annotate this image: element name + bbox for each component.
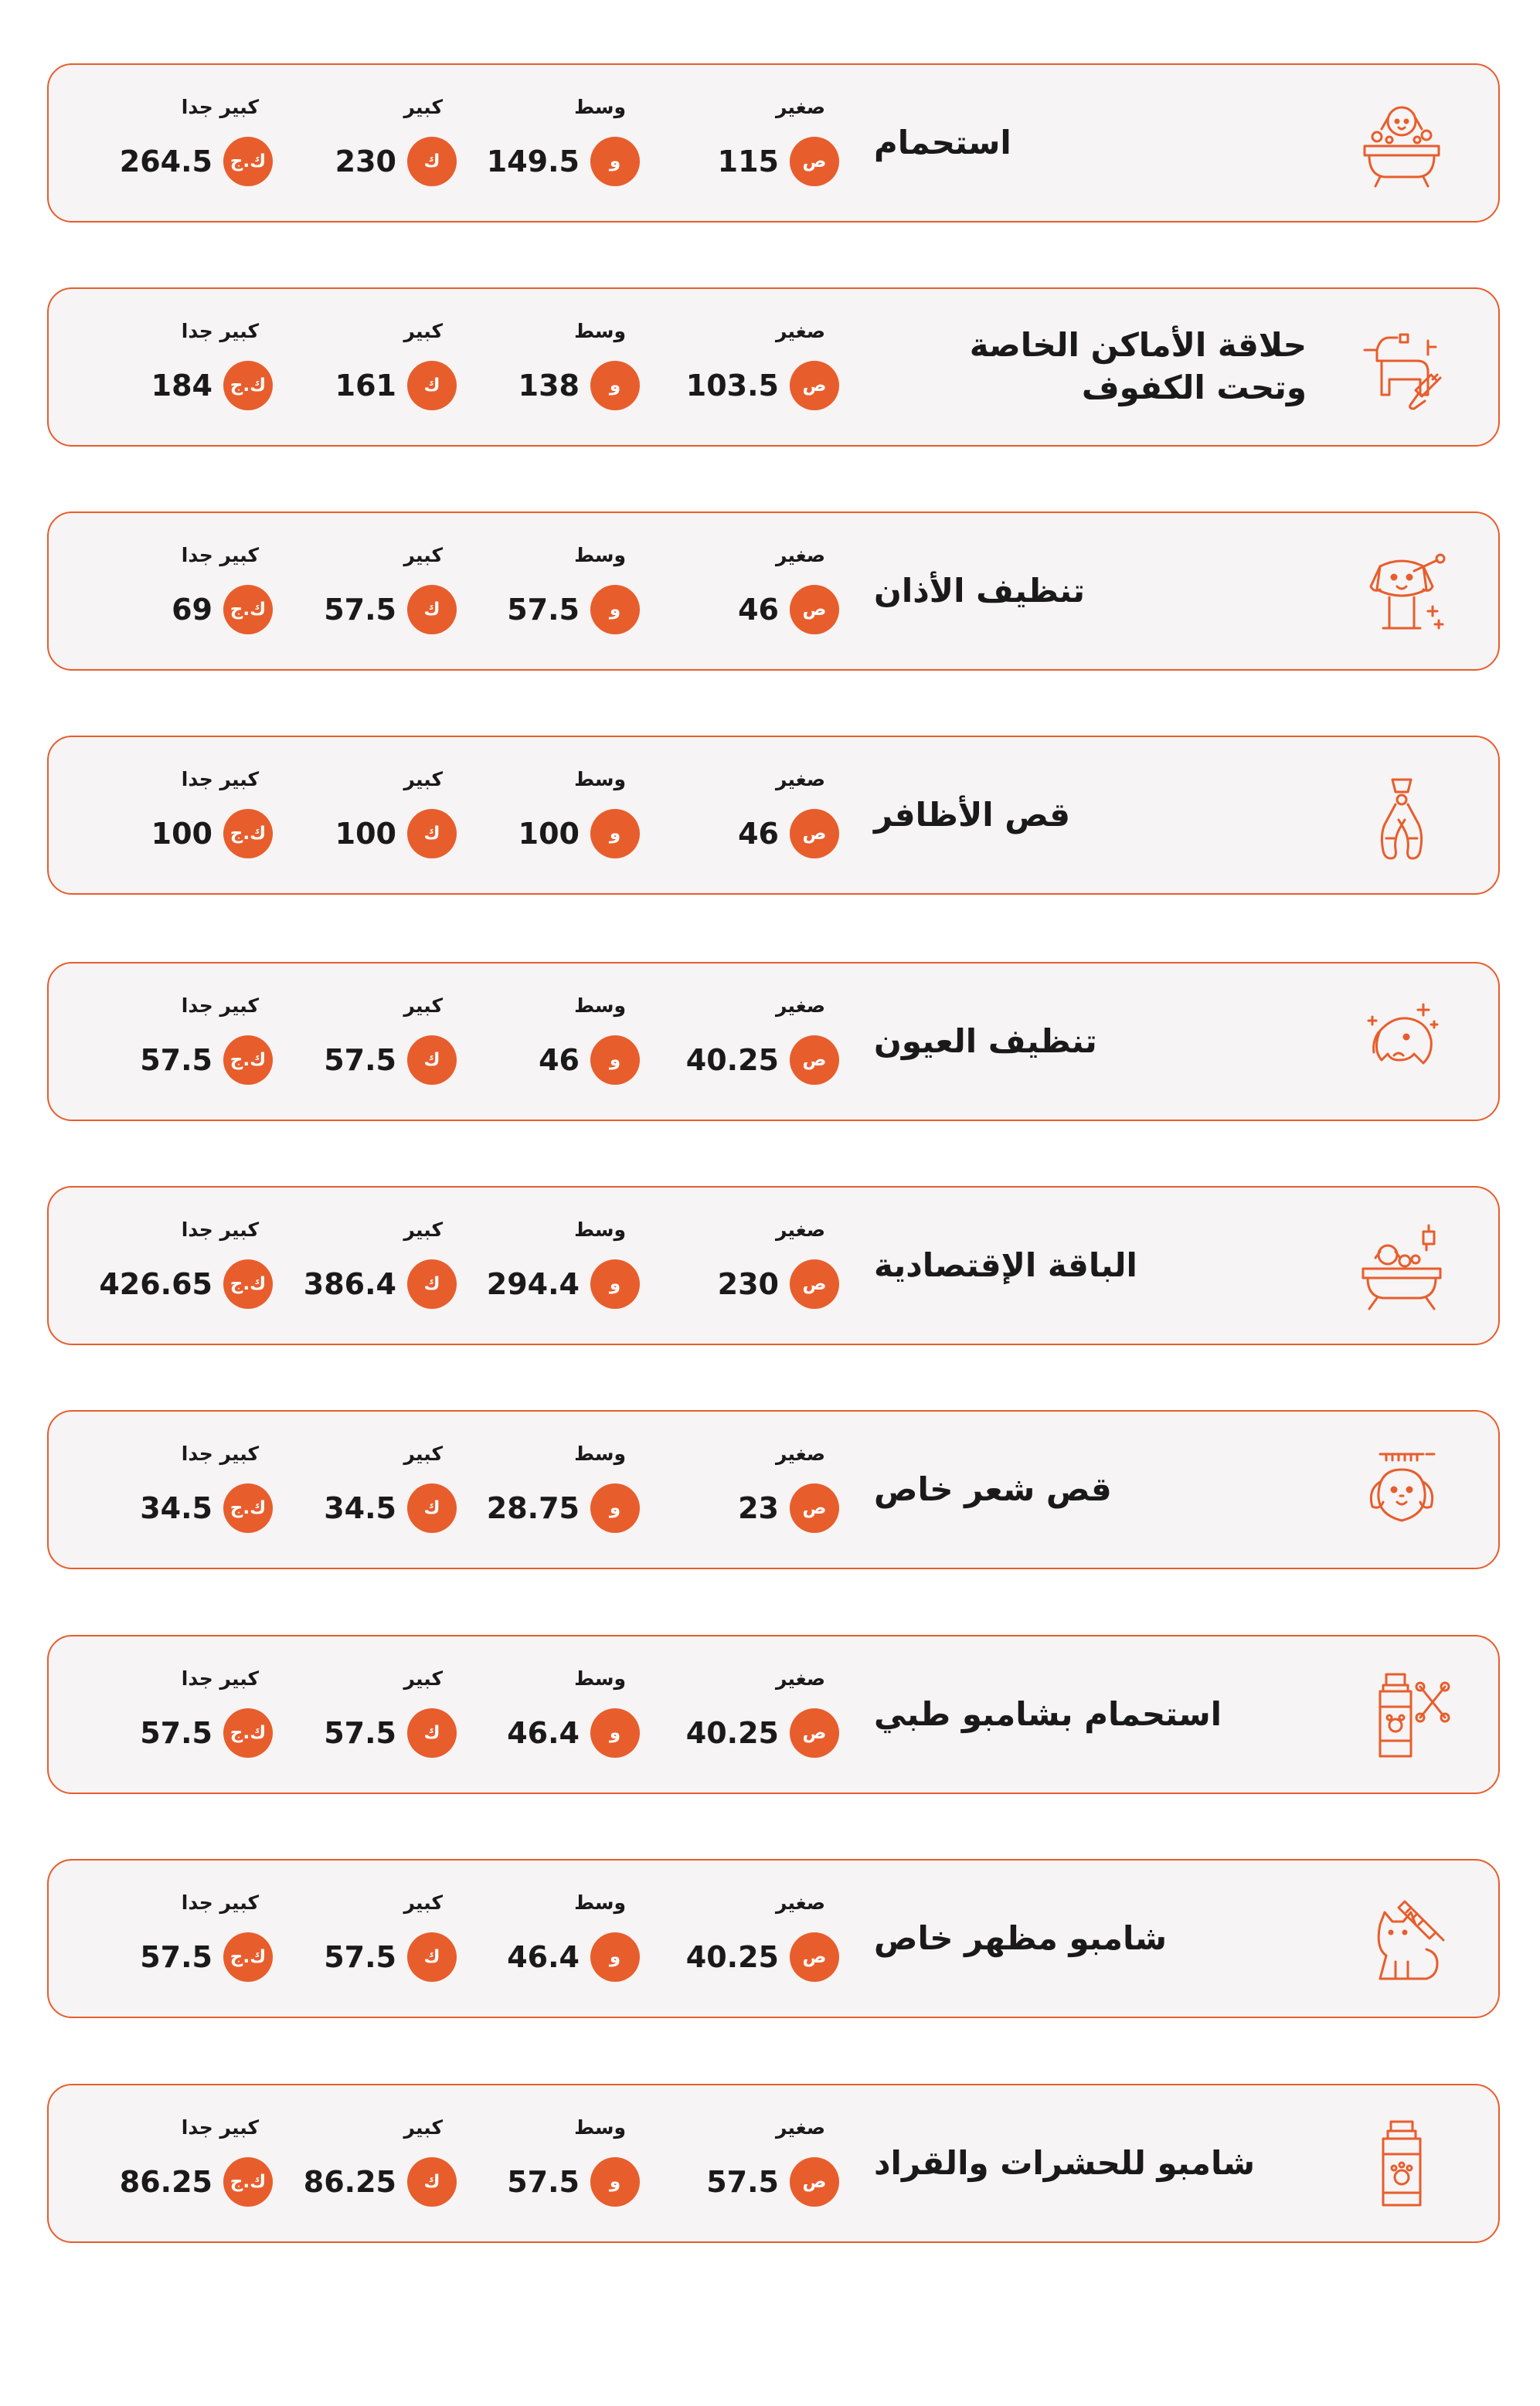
size-price-column bbox=[702, 2085, 825, 2245]
size-price-column bbox=[135, 1861, 267, 2020]
size-badge: ك bbox=[407, 1035, 457, 1085]
size-label: صغير bbox=[775, 1667, 825, 1690]
dog-bath-icon bbox=[1349, 92, 1454, 197]
dog-trimmer-icon bbox=[1349, 316, 1454, 421]
size-price-column bbox=[685, 1636, 827, 1796]
size-label: وسط bbox=[574, 2116, 626, 2139]
size-label: صغير bbox=[775, 2116, 825, 2139]
size-label: صغير bbox=[775, 1891, 825, 1914]
price-value: 100 bbox=[151, 817, 212, 851]
size-price-column bbox=[486, 1412, 626, 1571]
size-label: وسط bbox=[574, 1218, 626, 1241]
size-price-column bbox=[119, 2085, 267, 2245]
size-badge: ص bbox=[790, 1708, 839, 1758]
price-value: 40.25 bbox=[685, 1043, 779, 1077]
size-badge: و bbox=[590, 137, 640, 186]
size-price-column bbox=[99, 1188, 267, 1347]
size-badge: ك.ج bbox=[223, 137, 273, 186]
size-price-column bbox=[685, 963, 827, 1123]
size-badge: ك bbox=[407, 361, 457, 410]
size-label: كبير جدا bbox=[181, 994, 259, 1017]
size-price-column bbox=[319, 1636, 443, 1796]
price-value: 57.5 bbox=[324, 1043, 396, 1077]
price-value: 46 bbox=[738, 817, 779, 851]
size-label: كبير bbox=[403, 768, 443, 790]
size-badge: و bbox=[590, 1932, 640, 1982]
service-card bbox=[47, 1859, 1500, 2018]
price-value: 57.5 bbox=[140, 1716, 212, 1750]
size-badge: ك bbox=[407, 1483, 457, 1533]
service-name: شامبو مظهر خاص bbox=[874, 1918, 1168, 1957]
size-price-column bbox=[135, 1412, 267, 1571]
bathtub-package-icon bbox=[1349, 1215, 1454, 1320]
price-value: 86.25 bbox=[119, 2165, 212, 2199]
price-value: 86.25 bbox=[303, 2165, 396, 2199]
size-label: كبير جدا bbox=[181, 1443, 259, 1465]
nail-clipper-icon bbox=[1349, 764, 1454, 869]
price-value: 69 bbox=[172, 593, 212, 627]
size-badge: ك.ج bbox=[223, 361, 273, 410]
price-value: 264.5 bbox=[119, 144, 212, 178]
size-label: وسط bbox=[574, 768, 626, 790]
size-label: كبير جدا bbox=[181, 1218, 259, 1241]
size-label: وسط bbox=[574, 994, 626, 1017]
size-label: كبير bbox=[403, 1443, 443, 1465]
medical-shampoo-icon bbox=[1349, 1663, 1454, 1769]
size-label: صغير bbox=[775, 1218, 825, 1241]
service-name: تنظيف العيون bbox=[874, 1021, 1097, 1060]
size-price-column bbox=[486, 1188, 626, 1347]
price-value: 138 bbox=[518, 369, 580, 403]
size-price-column bbox=[702, 1188, 825, 1347]
size-price-column bbox=[319, 289, 443, 448]
size-badge: ص bbox=[790, 585, 839, 634]
price-value: 103.5 bbox=[685, 369, 779, 403]
price-value: 386.4 bbox=[303, 1267, 396, 1301]
size-badge: ك.ج bbox=[223, 1035, 273, 1085]
size-label: كبير bbox=[403, 994, 443, 1017]
size-badge: ك.ج bbox=[223, 1483, 273, 1533]
size-label: كبير جدا bbox=[181, 320, 259, 342]
size-price-column bbox=[502, 1861, 626, 2020]
size-price-column bbox=[319, 513, 443, 672]
size-label: صغير bbox=[775, 768, 825, 790]
size-price-column bbox=[502, 1636, 626, 1796]
price-value: 46.4 bbox=[507, 1940, 580, 1974]
price-value: 40.25 bbox=[685, 1716, 779, 1750]
size-price-column bbox=[319, 963, 443, 1123]
size-badge: ك bbox=[407, 1932, 457, 1982]
size-badge: و bbox=[590, 1483, 640, 1533]
size-label: كبير bbox=[403, 1218, 443, 1241]
size-label: كبير جدا bbox=[181, 768, 259, 790]
dog-eye-cleaning-icon bbox=[1349, 991, 1454, 1096]
size-label: كبير bbox=[403, 320, 443, 342]
size-price-column bbox=[135, 289, 267, 448]
size-price-column bbox=[319, 1412, 443, 1571]
price-value: 57.5 bbox=[324, 593, 396, 627]
price-value: 57.5 bbox=[324, 1716, 396, 1750]
size-price-column bbox=[502, 737, 626, 896]
size-label: كبير bbox=[403, 544, 443, 566]
size-badge: ك.ج bbox=[223, 2157, 273, 2207]
service-card bbox=[47, 736, 1500, 895]
size-price-column bbox=[702, 1412, 825, 1571]
size-badge: و bbox=[590, 585, 640, 634]
price-value: 57.5 bbox=[507, 593, 580, 627]
dog-haircut-icon bbox=[1349, 1439, 1454, 1544]
service-name: الباقة الإقتصادية bbox=[874, 1245, 1137, 1284]
size-badge: ك.ج bbox=[223, 585, 273, 634]
size-label: وسط bbox=[574, 544, 626, 566]
size-price-column bbox=[319, 65, 443, 224]
size-label: وسط bbox=[574, 96, 626, 118]
price-value: 57.5 bbox=[507, 2165, 580, 2199]
price-value: 149.5 bbox=[486, 144, 580, 178]
size-badge: ص bbox=[790, 1259, 839, 1309]
size-badge: ك bbox=[407, 137, 457, 186]
size-label: كبير جدا bbox=[181, 96, 259, 118]
size-badge: ص bbox=[790, 1483, 839, 1533]
size-label: كبير جدا bbox=[181, 1667, 259, 1690]
size-price-column bbox=[486, 65, 626, 224]
size-price-column bbox=[135, 1636, 267, 1796]
size-label: كبير جدا bbox=[181, 544, 259, 566]
size-price-column bbox=[135, 963, 267, 1123]
service-name: تنظيف الأذان bbox=[874, 571, 1086, 610]
size-price-column bbox=[502, 513, 626, 672]
size-badge: ص bbox=[790, 2157, 839, 2207]
size-badge: ك bbox=[407, 809, 457, 858]
price-value: 161 bbox=[335, 369, 396, 403]
service-name: حلاقة الأماكن الخاصة وتحت الكفوف bbox=[969, 326, 1307, 406]
size-badge: ك bbox=[407, 585, 457, 634]
dog-ear-cleaning-icon bbox=[1349, 540, 1454, 645]
size-label: وسط bbox=[574, 320, 626, 342]
price-value: 57.5 bbox=[706, 2165, 779, 2199]
size-label: كبير جدا bbox=[181, 1891, 259, 1914]
service-name: استحمام bbox=[874, 123, 1011, 161]
service-card bbox=[47, 1635, 1500, 1794]
size-price-column bbox=[135, 513, 267, 672]
price-value: 426.65 bbox=[99, 1267, 212, 1301]
size-label: كبير bbox=[403, 1667, 443, 1690]
size-badge: ص bbox=[790, 809, 839, 858]
size-price-column bbox=[685, 289, 827, 448]
size-price-column bbox=[502, 963, 626, 1123]
size-price-column bbox=[303, 2085, 443, 2245]
size-label: صغير bbox=[775, 1443, 825, 1465]
size-price-column bbox=[702, 513, 825, 672]
price-value: 23 bbox=[738, 1491, 779, 1525]
price-value: 100 bbox=[518, 817, 580, 851]
service-name: شامبو للحشرات والقراد bbox=[874, 2143, 1256, 2182]
price-value: 57.5 bbox=[324, 1940, 396, 1974]
service-card bbox=[47, 2084, 1500, 2243]
service-card bbox=[47, 962, 1500, 1121]
size-badge: و bbox=[590, 361, 640, 410]
size-label: صغير bbox=[775, 96, 825, 118]
service-name: استحمام بشامبو طبي bbox=[874, 1694, 1222, 1733]
price-value: 34.5 bbox=[140, 1491, 212, 1525]
size-badge: ص bbox=[790, 1932, 839, 1982]
size-label: كبير bbox=[403, 2116, 443, 2139]
size-label: وسط bbox=[574, 1443, 626, 1465]
cat-brush-icon bbox=[1349, 1888, 1454, 1993]
size-badge: و bbox=[590, 2157, 640, 2207]
price-value: 46 bbox=[539, 1043, 580, 1077]
service-name: قص شعر خاص bbox=[874, 1470, 1112, 1508]
size-price-column bbox=[502, 289, 626, 448]
size-badge: ك.ج bbox=[223, 809, 273, 858]
size-label: كبير bbox=[403, 96, 443, 118]
size-price-column bbox=[303, 1188, 443, 1347]
service-card bbox=[47, 511, 1500, 671]
service-card bbox=[47, 63, 1500, 223]
size-label: صغير bbox=[775, 320, 825, 342]
size-price-column bbox=[319, 737, 443, 896]
size-badge: ك.ج bbox=[223, 1259, 273, 1309]
price-value: 230 bbox=[335, 144, 396, 178]
service-name: قص الأظافر bbox=[874, 795, 1071, 834]
price-value: 57.5 bbox=[140, 1043, 212, 1077]
service-card bbox=[47, 1410, 1500, 1569]
size-price-column bbox=[119, 65, 267, 224]
size-badge: و bbox=[590, 809, 640, 858]
size-badge: و bbox=[590, 1035, 640, 1085]
size-badge: و bbox=[590, 1708, 640, 1758]
size-badge: ك bbox=[407, 1708, 457, 1758]
price-value: 40.25 bbox=[685, 1940, 779, 1974]
size-label: كبير جدا bbox=[181, 2116, 259, 2139]
size-badge: ص bbox=[790, 361, 839, 410]
price-value: 46.4 bbox=[507, 1716, 580, 1750]
price-value: 230 bbox=[717, 1267, 779, 1301]
size-badge: ص bbox=[790, 137, 839, 186]
size-badge: ك.ج bbox=[223, 1708, 273, 1758]
price-value: 184 bbox=[151, 369, 212, 403]
service-card bbox=[47, 1186, 1500, 1345]
size-badge: ص bbox=[790, 1035, 839, 1085]
size-price-column bbox=[319, 1861, 443, 2020]
size-label: كبير bbox=[403, 1891, 443, 1914]
size-label: وسط bbox=[574, 1891, 626, 1914]
price-value: 115 bbox=[717, 144, 779, 178]
size-badge: ك bbox=[407, 1259, 457, 1309]
size-price-column bbox=[685, 1861, 827, 2020]
size-label: صغير bbox=[775, 994, 825, 1017]
size-badge: ك bbox=[407, 2157, 457, 2207]
size-label: وسط bbox=[574, 1667, 626, 1690]
price-value: 57.5 bbox=[140, 1940, 212, 1974]
size-badge: ك.ج bbox=[223, 1932, 273, 1982]
size-price-column bbox=[702, 65, 825, 224]
price-value: 294.4 bbox=[486, 1267, 580, 1301]
size-price-column bbox=[135, 737, 267, 896]
price-value: 46 bbox=[738, 593, 779, 627]
price-value: 100 bbox=[335, 817, 396, 851]
price-value: 34.5 bbox=[324, 1491, 396, 1525]
price-value: 28.75 bbox=[486, 1491, 580, 1525]
size-badge: و bbox=[590, 1259, 640, 1309]
size-label: صغير bbox=[775, 544, 825, 566]
size-price-column bbox=[502, 2085, 626, 2245]
size-price-column bbox=[702, 737, 825, 896]
flea-shampoo-icon bbox=[1349, 2112, 1454, 2217]
service-card bbox=[47, 287, 1500, 447]
